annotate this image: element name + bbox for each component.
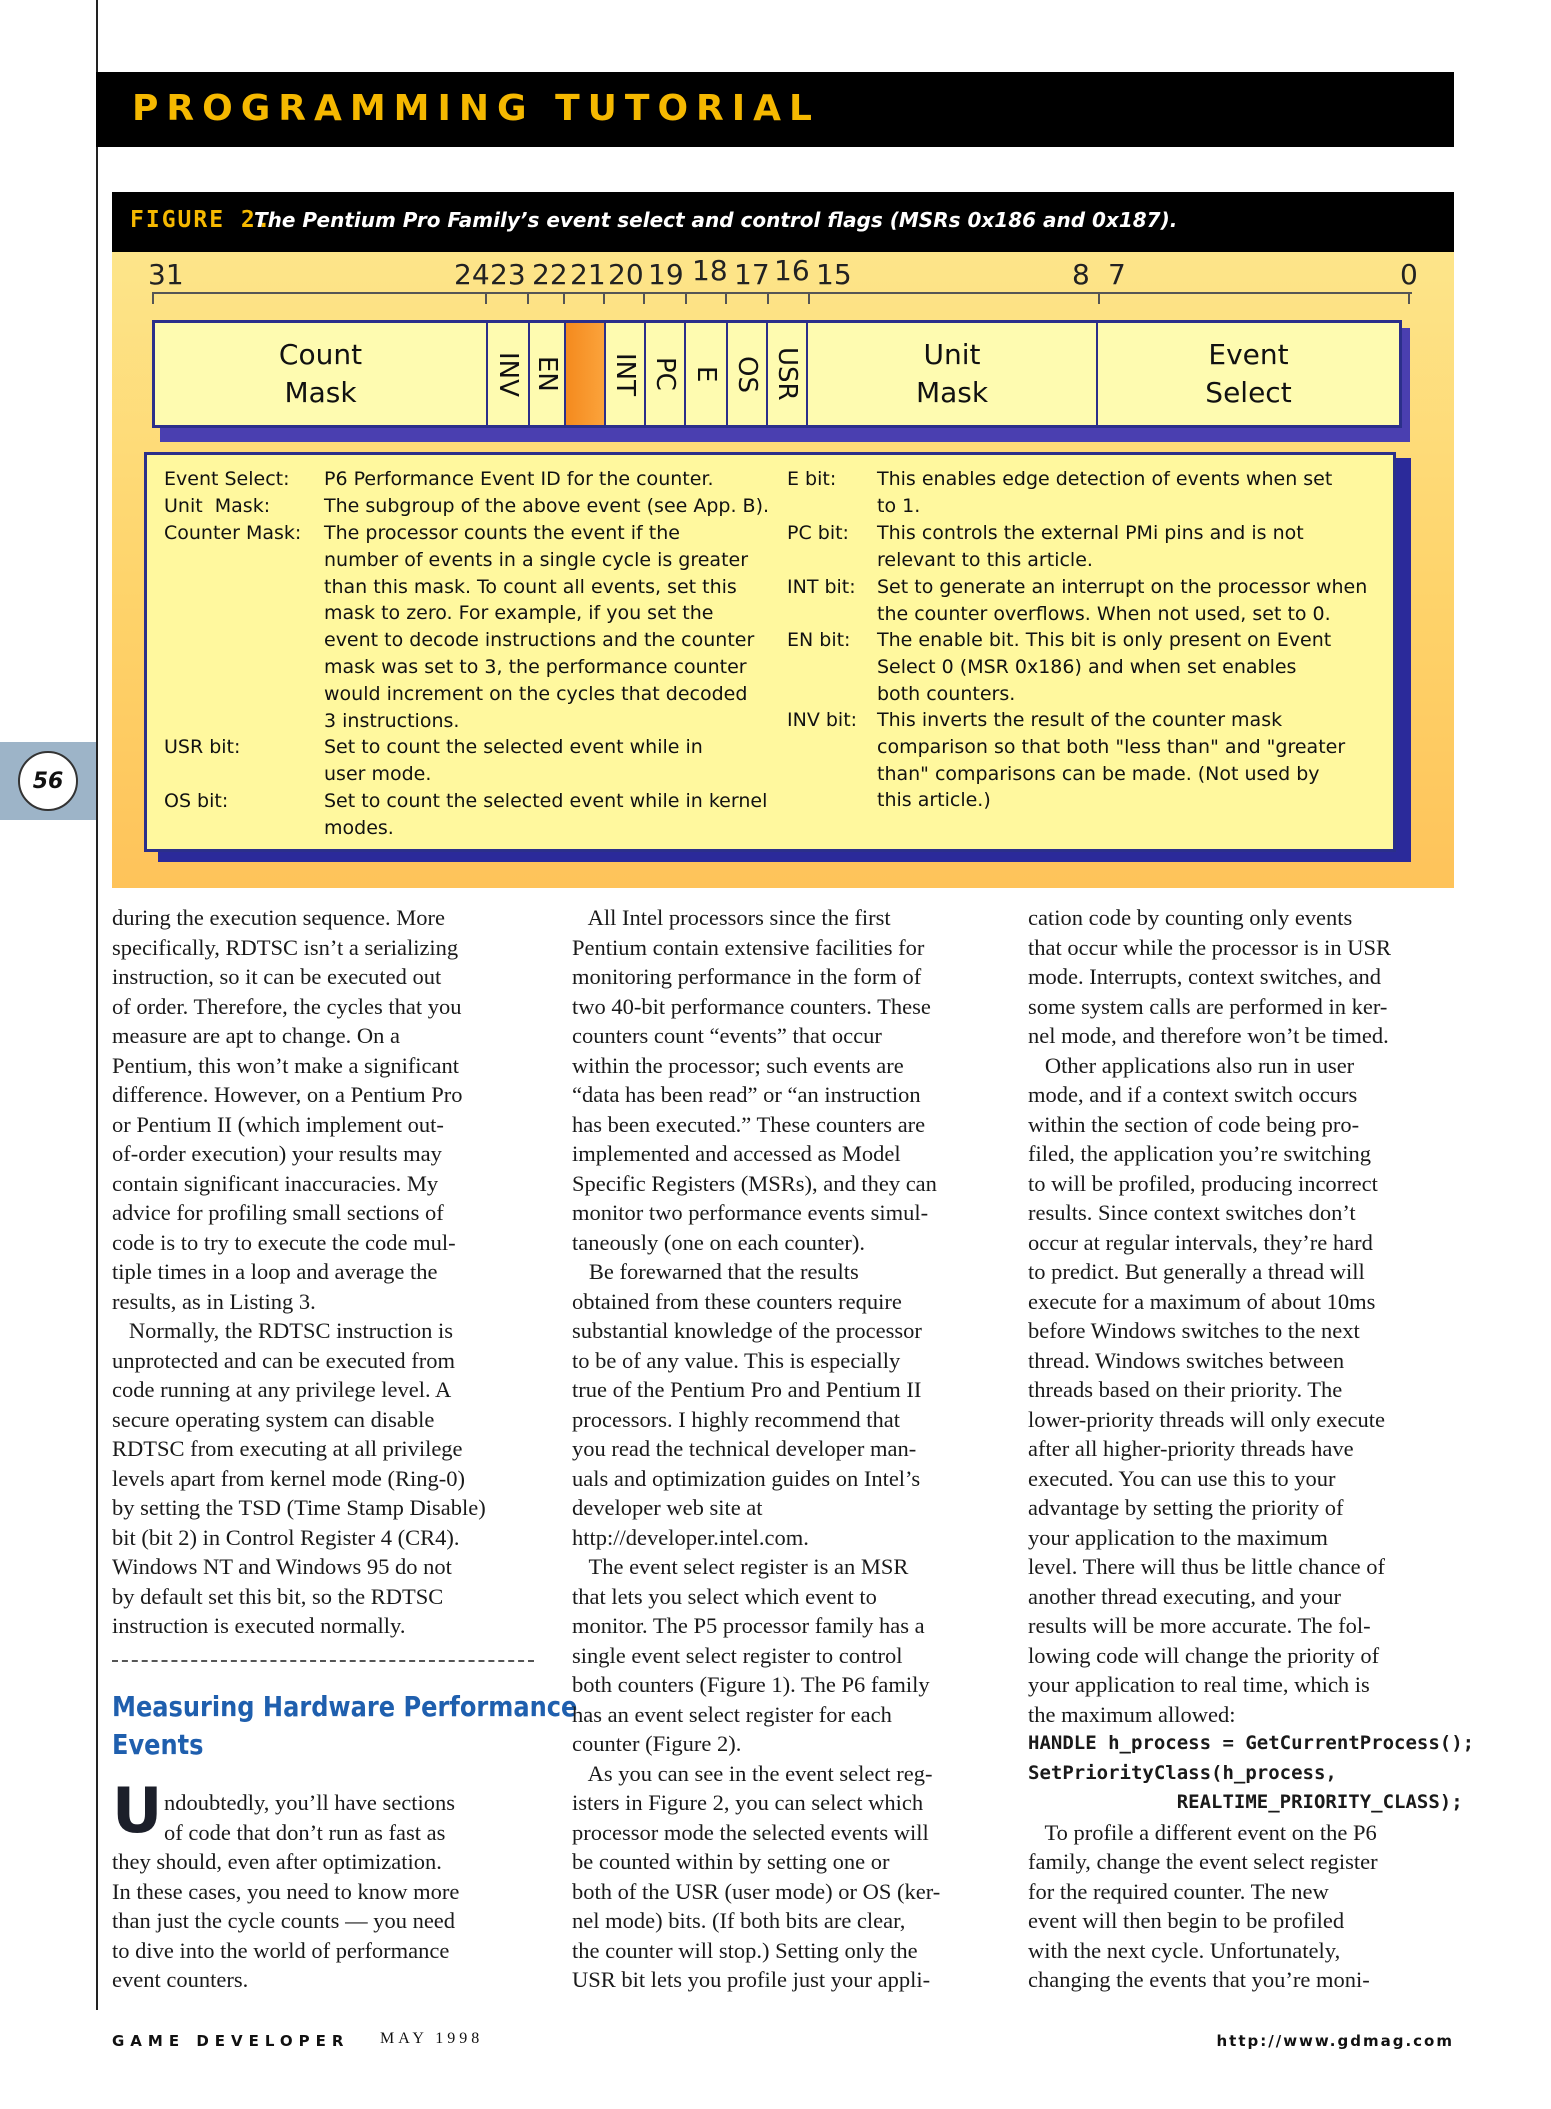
drop-cap: U <box>112 1774 163 1847</box>
footer-url: http://www.gdmag.com <box>1216 2032 1454 2050</box>
desc-text: The subgroup of the above event (see App. B). <box>324 495 770 517</box>
paragraph: All Intel processors since the first Pentium contain extensive facilities for monitoring performance in the form of two 40-bit performance counters. These counters count “events” that occur within the processor; such events are “data has been read” or “an instruction has been executed.” These counters are implemented and accessed as Model Specific Registers (MSRs), and they can monitor two performance events simul- taneously (one on each counter). <box>572 905 937 1255</box>
section-title: PROGRAMMING TUTORIAL <box>132 88 820 129</box>
desc-term: EN bit: <box>787 629 851 651</box>
section-heading: Measuring Hardware Performance Events <box>112 1690 578 1761</box>
paragraph: ndoubtedly, you’ll have sections of code that don’t run as fast as <box>164 1790 455 1845</box>
paragraph: during the execution sequence. More specifically, RDTSC isn’t a serializing instruction, so it can be executed out of order. Therefore, the cycles that you measure are apt to change. On a Pentium, this won’t make a significant difference. However, on a Pentium Pro or Pentium II (which implement out- of-order execution) your results may contain significant inaccuracies. My advice for profiling small sections of code is to try to execute the code mul- tiple times in a loop and average the results, as in Listing 3. <box>112 905 463 1314</box>
desc-term: Unit Mask: <box>164 495 271 517</box>
field-usr: USR <box>768 323 808 425</box>
bit-number: 15 <box>816 258 852 291</box>
desc-text: This enables edge detection of events when set to 1. <box>877 468 1333 517</box>
desc-text: The processor counts the event if the number of events in a single cycle is greater than this mask. To count all events, set this mask to zero. For example, if you set the event to decode instructions and the counter mask was set to 3, the performance counter would increment on the cycles that decoded 3 instructions. <box>324 522 755 732</box>
column-1-cont <box>112 1847 542 1995</box>
ruler-tick <box>152 292 154 304</box>
field-reserved <box>566 323 606 425</box>
field-en: EN <box>530 323 566 425</box>
desc-text: Set to count the selected event while in user mode. <box>324 736 703 785</box>
field-unit-mask: Unit Mask <box>808 323 1098 425</box>
desc-term: Counter Mask: <box>164 522 302 544</box>
ruler-tick <box>1408 292 1410 304</box>
paragraph: cation code by counting only events that occur while the processor is in USR mode. Interrupts, context switches, and some system calls are performed in ker- nel mode, and therefore won’t be timed. <box>1028 905 1392 1048</box>
bit-number: 18 <box>692 254 728 287</box>
desc-term: OS bit: <box>164 790 229 812</box>
bit-number: 7 <box>1108 258 1126 291</box>
code-snippet: HANDLE h_process = GetCurrentProcess(); SetPriorityClass(h_process, REALTIME_PRIORITY_CLASS); <box>1028 1732 1475 1813</box>
figure-label: FIGURE 2. <box>130 207 273 233</box>
bit-number: 16 <box>774 254 810 287</box>
bit-number: 8 <box>1072 258 1090 291</box>
column-3 <box>1028 903 1475 1995</box>
field-e: E <box>686 323 728 425</box>
bit-number: 20 <box>608 258 644 291</box>
paragraph: they should, even after optimization. In these cases, you need to know more than just the cycle counts — you need to dive into the world of performance event counters. <box>112 1849 460 1992</box>
field-count-mask: Count Mask <box>155 323 488 425</box>
ruler-tick <box>485 292 487 304</box>
desc-text: Set to generate an interrupt on the processor when the counter overflows. When not used, set to 0. <box>877 576 1368 625</box>
desc-text: Set to count the selected event while in kernel modes. <box>324 790 768 839</box>
register-diagram <box>152 320 1402 428</box>
ruler-tick <box>527 292 529 304</box>
desc-term: INT bit: <box>787 576 856 598</box>
field-os: OS <box>728 323 768 425</box>
bit-number: 19 <box>648 258 684 291</box>
desc-term: E bit: <box>787 468 837 490</box>
desc-text: This controls the external PMi pins and is not relevant to this article. <box>877 522 1304 571</box>
desc-text: The enable bit. This bit is only present on Event Select 0 (MSR 0x186) and when set enables both counters. <box>877 629 1332 705</box>
desc-text: P6 Performance Event ID for the counter. <box>324 468 714 490</box>
bit-number: 0 <box>1400 258 1418 291</box>
column-2 <box>572 903 1002 1995</box>
field-event-select: Event Select <box>1205 338 1292 409</box>
paragraph: As you can see in the event select reg- isters in Figure 2, you can select which processor mode the selected events will be counted within by setting one or both of the USR (user mode) or OS (ker- nel mode) bits. (If both bits are clear, the counter will stop.) Setting only the USR bit lets you profile just your appli- <box>572 1760 941 1992</box>
ruler-tick <box>643 292 645 304</box>
bit-number: 17 <box>734 258 770 291</box>
bit-number: 31 <box>148 258 184 291</box>
ruler-tick <box>563 292 565 304</box>
margin-rule <box>96 0 98 2010</box>
paragraph: Normally, the RDTSC instruction is unprotected and can be executed from code running at any privilege level. A secure operating system can disable RDTSC from executing at all privilege levels apart from kernel mode (Ring-0) by setting the TSD (Time Stamp Disable) bit (bit 2) in Control Register 4 (CR4). Windows NT and Windows 95 do not by default set this bit, so the RDTSC instruction is executed normally. <box>112 1318 486 1638</box>
paragraph: To profile a different event on the P6 family, change the event select register for the required counter. The new event will then begin to be profiled with the next cycle. Unfortunately, changing the events that you’re moni- <box>1028 1819 1378 1992</box>
footer-date: MAY 1998 <box>380 2030 484 2047</box>
column-1 <box>112 903 542 1641</box>
desc-text: This inverts the result of the counter mask comparison so that both "less than" and "greater than" comparisons can be made. (Not used by this article.) <box>877 709 1346 812</box>
dropcap-lines <box>164 1788 544 1847</box>
bit-number: 23 <box>490 258 526 291</box>
desc-term: USR bit: <box>164 736 241 758</box>
ruler-tick <box>1098 292 1100 304</box>
field-int: INT <box>606 323 646 425</box>
ruler-tick <box>685 292 687 304</box>
desc-term: INV bit: <box>787 709 858 731</box>
bit-number: 22 <box>532 258 568 291</box>
paragraph: Be forewarned that the results obtained from these counters require substantial knowledge of the processor to be of any value. This is especially true of the Pentium Pro and Pentium II processors. I highly recommend that you read the technical developer man- uals and optimization guides on Intel’s developer web site at http://developer.intel.com. <box>572 1259 922 1550</box>
field-inv: INV <box>488 323 530 425</box>
paragraph: The event select register is an MSR that lets you select which event to monitor. The P5 processor family has a single event select register to control both counters (Figure 1). The P6 family has an event select register for each counter (Figure 2). <box>572 1554 930 1756</box>
bit-number: 21 <box>570 258 606 291</box>
ruler-tick <box>603 292 605 304</box>
desc-term: PC bit: <box>787 522 849 544</box>
ruler-tick <box>808 292 810 304</box>
bit-number: 24 <box>454 258 490 291</box>
field-descriptions <box>144 452 1396 852</box>
figure-caption: The Pentium Pro Family’s event select and control flags (MSRs 0x186 and 0x187). <box>254 208 1178 232</box>
ruler-tick <box>725 292 727 304</box>
page-number: 56 <box>18 751 78 811</box>
desc-term: Event Select: <box>164 468 290 490</box>
section-divider <box>112 1660 534 1662</box>
footer-magazine: GAME DEVELOPER <box>112 2032 350 2050</box>
bit-ruler <box>152 292 1412 294</box>
paragraph: Other applications also run in user mode, and if a context switch occurs within the section of code being pro- filed, the application you’re switching to will be profiled, producing incorrect results. Since context switches don’t occur at regular intervals, they’re hard to predict. But generally a thread will execute for a maximum of about 10ms before Windows switches to the next thread. Windows switches between threads based on their priority. The lower-priority threads will only execute after all higher-priority threads have executed. You can use this to your advantage by setting the priority of your application to the maximum level. There will thus be little chance of another thread executing, and your results will be more accurate. The fol- lowing code will change the priority of your application to real time, which is the maximum allowed: <box>1028 1052 1385 1727</box>
ruler-tick <box>767 292 769 304</box>
field-pc: PC <box>646 323 686 425</box>
